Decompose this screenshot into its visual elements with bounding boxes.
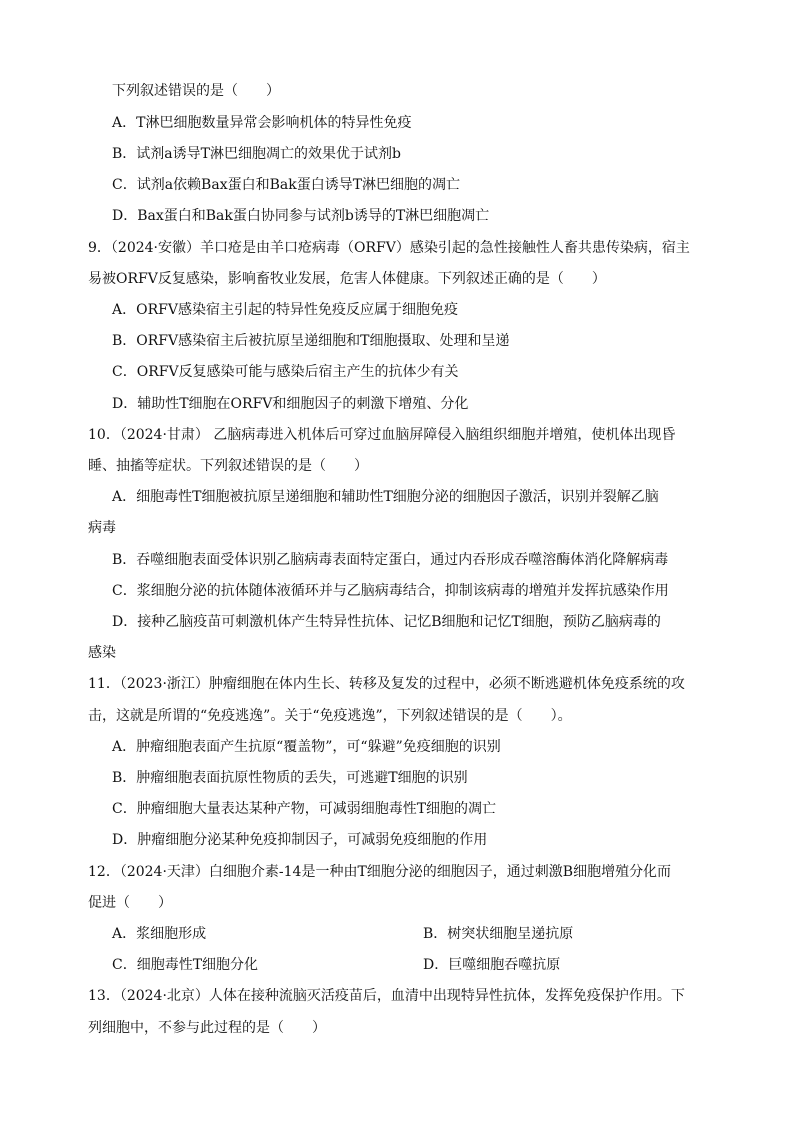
q9-option-d: D．辅助性T细胞在ORFV和细胞因子的刺激下增殖、分化: [112, 396, 469, 412]
q8-option-c: C．试剂a依赖Bax蛋白和Bak蛋白诱导T淋巴细胞的凋亡: [112, 177, 461, 193]
q12-option-b: B．树突状细胞呈递抗原: [423, 926, 574, 942]
q10-stem-line1: 10．（2024·甘肃） 乙脑病毒进入机体后可穿过血脑屏障侵入脑组织细胞并增殖，使机体出现昏: [88, 427, 676, 443]
q11-option-a: A．肿瘤细胞表面产生抗原“覆盖物”，可“躲避”免疫细胞的识别: [112, 739, 501, 755]
q12-option-c: C．细胞毒性T细胞分化: [112, 957, 259, 973]
q9-stem-line1: 9．（2024·安徽）羊口疮是由羊口疮病毒（ORFV）感染引起的急性接触性人畜共患传染病，宿主: [88, 240, 690, 256]
q11-option-b: B．肿瘤细胞表面抗原性物质的丢失，可逃避T细胞的识别: [112, 770, 468, 786]
q8-option-a: A．T淋巴细胞数量异常会影响机体的特异性免疫: [112, 115, 412, 131]
q11-stem-line2: 击，这就是所谓的“免疫逃逸”。关于“免疫逃逸”，下列叙述错误的是（ ）。: [88, 708, 572, 724]
q13-stem-line1: 13．（2024·北京）人体在接种流脑灭活疫苗后，血清中出现特异性抗体，发挥免疫保护作用。下: [88, 988, 685, 1004]
q11-option-d: D．肿瘤细胞分泌某种免疫抑制因子，可减弱免疫细胞的作用: [112, 832, 488, 848]
q9-stem-line2: 易被ORFV反复感染，影响畜牧业发展，危害人体健康。下列叙述正确的是（ ）: [88, 271, 606, 287]
q12-stem-line2: 促进（ ）: [88, 895, 172, 911]
q11-stem-line1: 11．（2023·浙江）肿瘤细胞在体内生长、转移及复发的过程中，必须不断逃避机体免疫系统的攻: [88, 676, 685, 692]
q10-option-b: B．吞噬细胞表面受体识别乙脑病毒表面特定蛋白，通过内吞形成吞噬溶酶体消化降解病毒: [112, 552, 669, 568]
q10-option-c: C．浆细胞分泌的抗体随体液循环并与乙脑病毒结合，抑制该病毒的增殖并发挥抗感染作用: [112, 583, 669, 599]
q9-option-b: B．ORFV感染宿主后被抗原呈递细胞和T细胞摄取、处理和呈递: [112, 333, 510, 349]
q12-option-a: A．浆细胞形成: [112, 926, 207, 942]
q8-option-d: D．Bax蛋白和Bak蛋白协同参与试剂b诱导的T淋巴细胞凋亡: [112, 208, 490, 224]
q8-stem-tail: 下列叙述错误的是（ ）: [112, 83, 280, 99]
q9-option-a: A．ORFV感染宿主引起的特异性免疫反应属于细胞免疫: [112, 302, 458, 318]
q12-stem-line1: 12．（2024·天津）白细胞介素-14是一种由T细胞分泌的细胞因子，通过刺激B细胞增殖分化而: [88, 864, 672, 880]
q11-option-c: C．肿瘤细胞大量表达某种产物，可减弱细胞毒性T细胞的凋亡: [112, 801, 497, 817]
q10-option-d-line2: 感染: [88, 645, 116, 661]
q8-option-b: B．试剂a诱导T淋巴细胞凋亡的效果优于试剂b: [112, 146, 401, 162]
q10-stem-line2: 睡、抽搐等症状。下列叙述错误的是（ ）: [88, 458, 368, 474]
q12-option-d: D．巨噬细胞吞噬抗原: [423, 957, 561, 973]
q9-option-c: C．ORFV反复感染可能与感染后宿主产生的抗体少有关: [112, 364, 459, 380]
q10-option-a-line2: 病毒: [88, 520, 116, 536]
q13-stem-line2: 列细胞中，不参与此过程的是（ ）: [88, 1020, 326, 1036]
q10-option-a-line1: A．细胞毒性T细胞被抗原呈递细胞和辅助性T细胞分泌的细胞因子激活，识别并裂解乙脑: [112, 489, 659, 505]
q10-option-d-line1: D．接种乙脑疫苗可刺激机体产生特异性抗体、记忆B细胞和记忆T细胞，预防乙脑病毒的: [112, 614, 661, 630]
